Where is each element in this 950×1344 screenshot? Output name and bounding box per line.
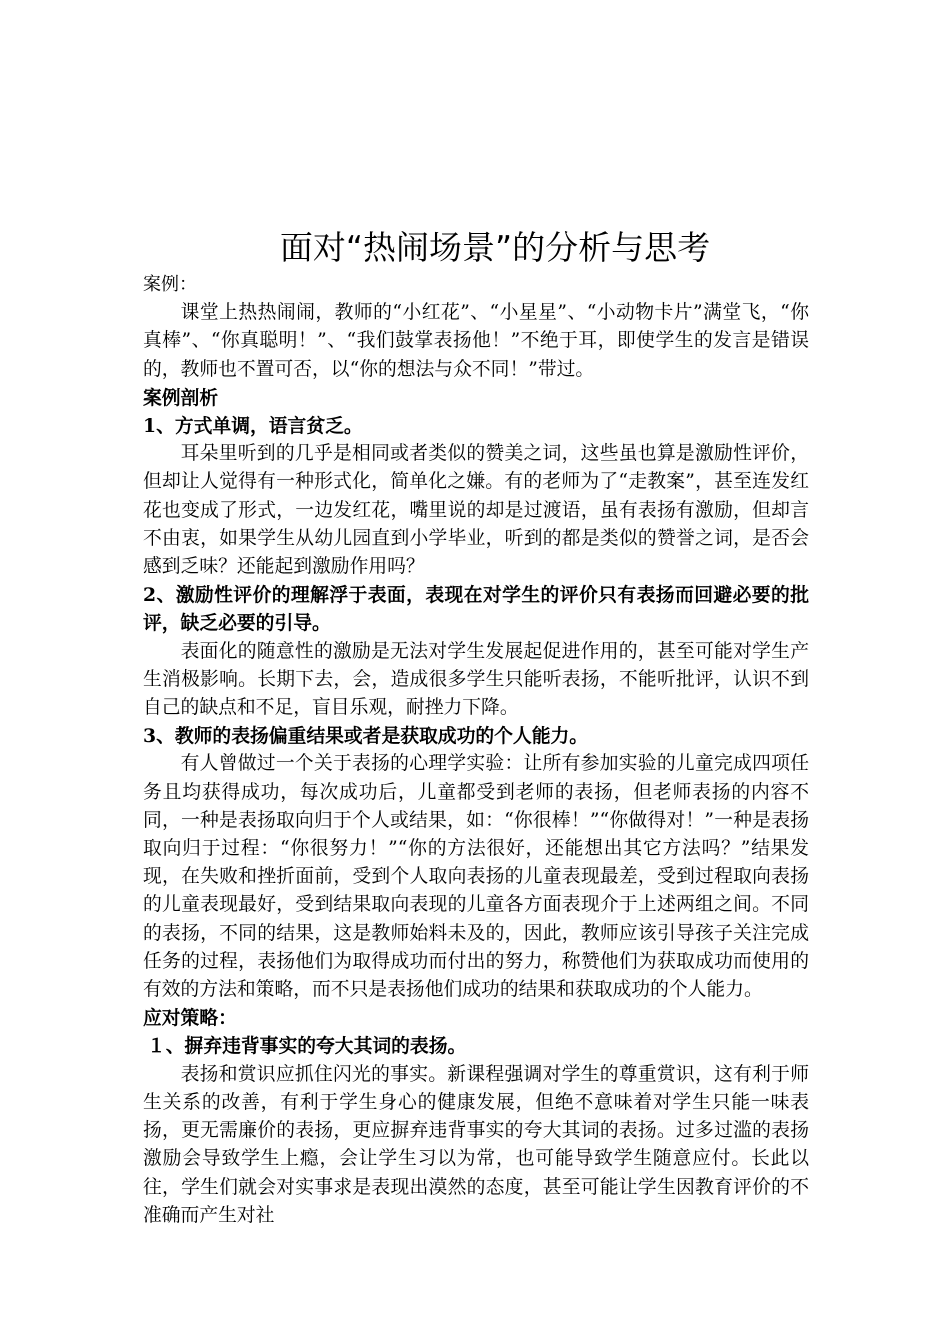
- point1-heading: 1、方式单调，语言贫乏。: [143, 415, 363, 438]
- document-title: 面对“热闹场景”的分析与思考: [279, 228, 711, 267]
- document-body: [143, 271, 809, 1230]
- case-label: 案例：: [143, 274, 197, 295]
- strategy1-paragraph: 表扬和赏识应抓住闪光的事实。新课程强调对学生的尊重赏识，这有利于师生关系的改善，有利于学生身心的健康发展，但绝不意味着对学生只能一味表扬，更无需廉价的表扬，更应摒弃违背事实的夸大其词的表扬。过多过滥的表扬激励会导致学生上瘾，会让学生习以为常，也可能导致学生随意应付。长此以往，学生们就会对实事求是表现出漠然的态度，甚至可能让学生因教育评价的不准确而产生对社: [143, 1063, 809, 1226]
- strategy1-heading: １、摒弃违背事实的夸大其词的表扬。: [147, 1035, 467, 1058]
- strategy-heading: 应对策略：: [143, 1007, 237, 1030]
- point2-heading: 2、激励性评价的理解浮于表面，表现在对学生的评价只有表扬而回避必要的批评，缺乏必要的引导。: [143, 584, 809, 635]
- point1-paragraph: 耳朵里听到的几乎是相同或者类似的赞美之词，这些虽也算是激励性评价，但却让人觉得有一种形式化，简单化之嫌。有的老师为了“走教案”，甚至连发红花也变成了形式，一边发红花，嘴里说的却是过渡语，虽有表扬有激励，但却言不由衷，如果学生从幼儿园直到小学毕业，听到的都是类似的赞誉之词，是否会感到乏味？还能起到激励作用吗？: [143, 443, 809, 578]
- point3-paragraph: 有人曾做过一个关于表扬的心理学实验：让所有参加实验的儿童完成四项任务且均获得成功，每次成功后，儿童都受到老师的表扬，但老师表扬的内容不同，一种是表扬取向归于个人或结果，如：“你很棒！”“你做得对！”一种是表扬取向归于过程：“你很努力！”“你的方法很好，还能想出其它方法吗？”结果发现，在失败和挫折面前，受到个人取向表扬的儿童表现最差，受到过程取向表扬的儿童表现最好，受到结果取向表现的儿童各方面表现介于上述两组之间。不同的表扬，不同的结果，这是教师始料未及的，因此，教师应该引导孩子关注完成任务的过程，表扬他们为取得成功而付出的努力，称赞他们为获取成功而使用的有效的方法和策略，而不只是表扬他们成功的结果和获取成功的个人能力。: [143, 753, 809, 1001]
- analysis-heading: 案例剖析: [143, 386, 219, 409]
- case-paragraph: 课堂上热热闹闹，教师的“小红花”、“小星星”、“小动物卡片”满堂飞，“你真棒”、“你真聪明！”、“我们鼓掌表扬他！”不绝于耳，即使学生的发言是错误的，教师也不置可否，以“你的想法与众不同！”带过。: [143, 302, 809, 380]
- point2-paragraph: 表面化的随意性的激励是无法对学生发展起促进作用的，甚至可能对学生产生消极影响。长期下去，会，造成很多学生只能听表扬，不能听批评，认识不到自己的缺点和不足，盲目乐观，耐挫力下降。: [143, 640, 809, 719]
- point3-heading: 3、教师的表扬偏重结果或者是获取成功的个人能力。: [143, 725, 589, 748]
